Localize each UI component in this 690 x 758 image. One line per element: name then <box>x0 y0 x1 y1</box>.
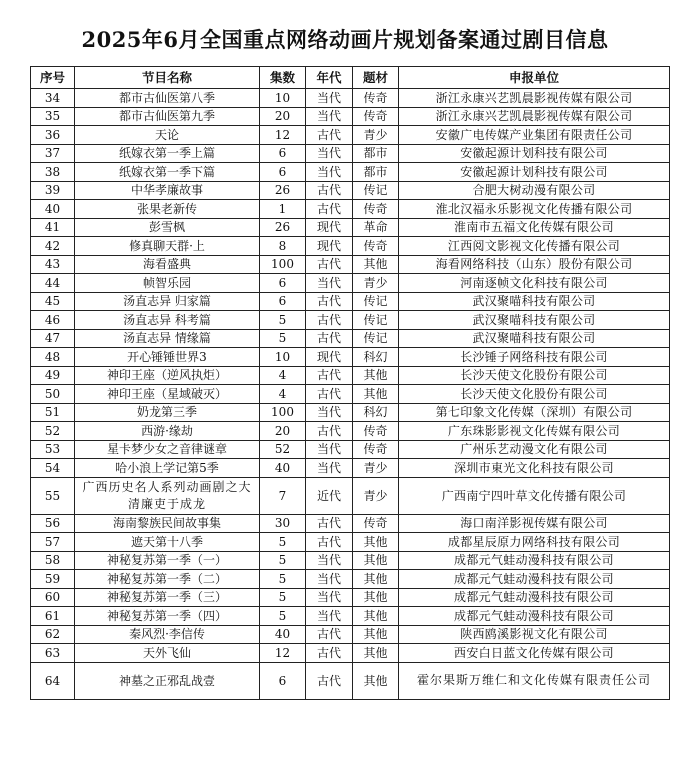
cell-name: 天论 <box>75 126 260 145</box>
cell-genre: 传奇 <box>353 89 399 108</box>
cell-era: 古代 <box>306 126 353 145</box>
cell-name: 都市古仙医第八季 <box>75 89 260 108</box>
table-row <box>31 89 670 108</box>
cell-genre: 传奇 <box>353 237 399 256</box>
cell-no: 44 <box>31 274 75 293</box>
cell-genre: 其他 <box>353 533 399 552</box>
cell-name: 遮天第十八季 <box>75 533 260 552</box>
cell-name: 秦风烈·李信传 <box>75 625 260 644</box>
cell-episodes: 12 <box>260 126 306 145</box>
cell-episodes: 52 <box>260 440 306 459</box>
cell-era: 古代 <box>306 181 353 200</box>
cell-episodes: 8 <box>260 237 306 256</box>
cell-unit: 安徽广电传媒产业集团有限责任公司 <box>399 126 670 145</box>
cell-era: 当代 <box>306 89 353 108</box>
cell-genre: 青少 <box>353 126 399 145</box>
table-row <box>31 366 670 385</box>
cell-unit: 长沙天使文化股份有限公司 <box>399 366 670 385</box>
table-row <box>31 200 670 219</box>
table-row <box>31 348 670 367</box>
cell-unit: 长沙天使文化股份有限公司 <box>399 385 670 404</box>
cell-genre: 传记 <box>353 181 399 200</box>
cell-episodes: 6 <box>260 662 306 699</box>
cell-unit: 河南逐帧文化科技有限公司 <box>399 274 670 293</box>
cell-unit: 成都星辰原力网络科技有限公司 <box>399 533 670 552</box>
column-header-no: 序号 <box>31 67 75 89</box>
cell-genre: 都市 <box>353 163 399 182</box>
table-row <box>31 459 670 478</box>
cell-unit: 广东珠影影视文化传媒有限公司 <box>399 422 670 441</box>
table-row <box>31 126 670 145</box>
cell-no: 38 <box>31 163 75 182</box>
cell-episodes: 6 <box>260 274 306 293</box>
cell-name: 哈小浪上学记第5季 <box>75 459 260 478</box>
cell-name: 开心锤锤世界3 <box>75 348 260 367</box>
cell-episodes: 4 <box>260 366 306 385</box>
table-row <box>31 422 670 441</box>
cell-unit: 海口南洋影视传媒有限公司 <box>399 514 670 533</box>
cell-episodes: 5 <box>260 588 306 607</box>
cell-no: 40 <box>31 200 75 219</box>
cell-no: 57 <box>31 533 75 552</box>
cell-episodes: 40 <box>260 459 306 478</box>
cell-genre: 其他 <box>353 255 399 274</box>
page-title: 2025年6月全国重点网络动画片规划备案通过剧目信息 <box>81 27 609 52</box>
cell-era: 古代 <box>306 329 353 348</box>
cell-genre: 传记 <box>353 329 399 348</box>
cell-era: 当代 <box>306 403 353 422</box>
cell-episodes: 26 <box>260 181 306 200</box>
cell-no: 58 <box>31 551 75 570</box>
table-row <box>31 329 670 348</box>
cell-no: 36 <box>31 126 75 145</box>
table-row <box>31 218 670 237</box>
cell-era: 现代 <box>306 218 353 237</box>
cell-no: 47 <box>31 329 75 348</box>
cell-episodes: 30 <box>260 514 306 533</box>
cell-no: 41 <box>31 218 75 237</box>
cell-era: 古代 <box>306 514 353 533</box>
cell-unit: 淮北汉福永乐影视文化传播有限公司 <box>399 200 670 219</box>
cell-no: 39 <box>31 181 75 200</box>
cell-genre: 传奇 <box>353 440 399 459</box>
cell-era: 古代 <box>306 200 353 219</box>
cell-era: 古代 <box>306 292 353 311</box>
cell-name: 神印王座（星域破灭） <box>75 385 260 404</box>
table-row <box>31 644 670 663</box>
cell-era: 近代 <box>306 477 353 514</box>
table-row <box>31 107 670 126</box>
cell-name: 神印王座（逆风执炬） <box>75 366 260 385</box>
cell-episodes: 10 <box>260 89 306 108</box>
cell-no: 46 <box>31 311 75 330</box>
cell-genre: 其他 <box>353 625 399 644</box>
cell-episodes: 7 <box>260 477 306 514</box>
table-row <box>31 163 670 182</box>
column-header-episodes: 集数 <box>260 67 306 89</box>
cell-episodes: 5 <box>260 607 306 626</box>
cell-name: 帧智乐园 <box>75 274 260 293</box>
cell-unit: 浙江永康兴艺凯晨影视传媒有限公司 <box>399 107 670 126</box>
cell-unit: 长沙锤子网络科技有限公司 <box>399 348 670 367</box>
cell-era: 当代 <box>306 588 353 607</box>
cell-unit: 成都元气蛙动漫科技有限公司 <box>399 551 670 570</box>
cell-episodes: 5 <box>260 551 306 570</box>
cell-unit: 合肥大树动漫有限公司 <box>399 181 670 200</box>
cell-episodes: 20 <box>260 107 306 126</box>
cell-episodes: 1 <box>260 200 306 219</box>
cell-name: 神秘复苏第一季（二） <box>75 570 260 589</box>
cell-genre: 其他 <box>353 588 399 607</box>
cell-unit: 霍尔果斯万维仁和文化传媒有限责任公司 <box>399 662 670 699</box>
cell-unit: 江西阅文影视文化传播有限公司 <box>399 237 670 256</box>
cell-no: 49 <box>31 366 75 385</box>
cell-era: 古代 <box>306 625 353 644</box>
cell-era: 当代 <box>306 144 353 163</box>
cell-era: 古代 <box>306 422 353 441</box>
cell-episodes: 5 <box>260 329 306 348</box>
cell-name: 神秘复苏第一季（三） <box>75 588 260 607</box>
cell-episodes: 100 <box>260 255 306 274</box>
cell-no: 59 <box>31 570 75 589</box>
cell-genre: 都市 <box>353 144 399 163</box>
cell-genre: 科幻 <box>353 403 399 422</box>
cell-episodes: 5 <box>260 311 306 330</box>
cell-era: 当代 <box>306 459 353 478</box>
cell-episodes: 5 <box>260 570 306 589</box>
cell-name: 纸嫁衣第一季下篇 <box>75 163 260 182</box>
cell-no: 42 <box>31 237 75 256</box>
cell-era: 古代 <box>306 255 353 274</box>
column-header-era: 年代 <box>306 67 353 89</box>
cell-name: 彭雪枫 <box>75 218 260 237</box>
cell-no: 37 <box>31 144 75 163</box>
cell-era: 古代 <box>306 644 353 663</box>
cell-name: 纸嫁衣第一季上篇 <box>75 144 260 163</box>
cell-name: 都市古仙医第九季 <box>75 107 260 126</box>
cell-name: 汤直志异 情缘篇 <box>75 329 260 348</box>
cell-no: 52 <box>31 422 75 441</box>
cell-no: 53 <box>31 440 75 459</box>
table-row <box>31 588 670 607</box>
table-row <box>31 551 670 570</box>
cell-genre: 传奇 <box>353 200 399 219</box>
cell-name: 张果老新传 <box>75 200 260 219</box>
cell-unit: 成都元气蛙动漫科技有限公司 <box>399 607 670 626</box>
cell-no: 62 <box>31 625 75 644</box>
table-header-row <box>31 67 670 89</box>
cell-era: 古代 <box>306 385 353 404</box>
cell-episodes: 10 <box>260 348 306 367</box>
cell-name: 海看盛典 <box>75 255 260 274</box>
cell-unit: 武汉聚喵科技有限公司 <box>399 292 670 311</box>
registration-table <box>30 66 670 700</box>
cell-unit: 广州乐艺动漫文化有限公司 <box>399 440 670 459</box>
table-row <box>31 440 670 459</box>
cell-name: 天外飞仙 <box>75 644 260 663</box>
cell-episodes: 6 <box>260 163 306 182</box>
table-row <box>31 144 670 163</box>
cell-name: 奶龙第三季 <box>75 403 260 422</box>
cell-no: 43 <box>31 255 75 274</box>
cell-era: 当代 <box>306 107 353 126</box>
cell-episodes: 100 <box>260 403 306 422</box>
cell-genre: 其他 <box>353 607 399 626</box>
cell-name: 中华孝廉故事 <box>75 181 260 200</box>
cell-genre: 传奇 <box>353 514 399 533</box>
cell-unit: 安徽起源计划科技有限公司 <box>399 144 670 163</box>
cell-no: 63 <box>31 644 75 663</box>
cell-era: 古代 <box>306 366 353 385</box>
cell-no: 55 <box>31 477 75 514</box>
cell-no: 34 <box>31 89 75 108</box>
cell-era: 古代 <box>306 533 353 552</box>
table-row <box>31 533 670 552</box>
table-row <box>31 570 670 589</box>
cell-name: 星卡梦少女之音律谜章 <box>75 440 260 459</box>
cell-name: 神秘复苏第一季（四） <box>75 607 260 626</box>
table-row <box>31 477 670 514</box>
cell-no: 51 <box>31 403 75 422</box>
cell-episodes: 20 <box>260 422 306 441</box>
cell-name: 西游·缘劫 <box>75 422 260 441</box>
cell-unit: 广西南宁四叶草文化传播有限公司 <box>399 477 670 514</box>
cell-genre: 传记 <box>353 292 399 311</box>
cell-unit: 深圳市東光文化科技有限公司 <box>399 459 670 478</box>
cell-unit: 西安白日蓝文化传媒有限公司 <box>399 644 670 663</box>
column-header-name: 节目名称 <box>75 67 260 89</box>
cell-unit: 海看网络科技（山东）股份有限公司 <box>399 255 670 274</box>
cell-no: 61 <box>31 607 75 626</box>
cell-name: 汤直志异 归家篇 <box>75 292 260 311</box>
cell-unit: 浙江永康兴艺凯晨影视传媒有限公司 <box>399 89 670 108</box>
cell-episodes: 26 <box>260 218 306 237</box>
cell-episodes: 40 <box>260 625 306 644</box>
cell-unit: 武汉聚喵科技有限公司 <box>399 329 670 348</box>
cell-no: 64 <box>31 662 75 699</box>
cell-genre: 传奇 <box>353 107 399 126</box>
cell-episodes: 6 <box>260 144 306 163</box>
cell-era: 现代 <box>306 237 353 256</box>
cell-genre: 其他 <box>353 385 399 404</box>
table-row <box>31 292 670 311</box>
cell-unit: 武汉聚喵科技有限公司 <box>399 311 670 330</box>
cell-era: 当代 <box>306 274 353 293</box>
table-row <box>31 311 670 330</box>
cell-no: 54 <box>31 459 75 478</box>
cell-unit: 陕西鸥溪影视文化有限公司 <box>399 625 670 644</box>
cell-unit: 第七印象文化传媒（深圳）有限公司 <box>399 403 670 422</box>
cell-name: 神墓之正邪乱战壹 <box>75 662 260 699</box>
cell-no: 35 <box>31 107 75 126</box>
table-row <box>31 255 670 274</box>
cell-name: 广西历史名人系列动画剧之大清廉吏于成龙 <box>75 477 260 514</box>
cell-genre: 传记 <box>353 311 399 330</box>
cell-episodes: 4 <box>260 385 306 404</box>
cell-unit: 成都元气蛙动漫科技有限公司 <box>399 570 670 589</box>
cell-era: 古代 <box>306 311 353 330</box>
cell-unit: 淮南市五福文化传媒有限公司 <box>399 218 670 237</box>
cell-genre: 青少 <box>353 274 399 293</box>
cell-era: 当代 <box>306 163 353 182</box>
column-header-genre: 题材 <box>353 67 399 89</box>
table-row <box>31 181 670 200</box>
cell-era: 当代 <box>306 570 353 589</box>
cell-genre: 其他 <box>353 644 399 663</box>
cell-genre: 其他 <box>353 551 399 570</box>
cell-unit: 成都元气蛙动漫科技有限公司 <box>399 588 670 607</box>
cell-genre: 科幻 <box>353 348 399 367</box>
cell-genre: 青少 <box>353 477 399 514</box>
cell-genre: 其他 <box>353 570 399 589</box>
table-row <box>31 514 670 533</box>
cell-genre: 传奇 <box>353 422 399 441</box>
cell-era: 当代 <box>306 607 353 626</box>
cell-unit: 安徽起源计划科技有限公司 <box>399 163 670 182</box>
table-row <box>31 274 670 293</box>
cell-episodes: 6 <box>260 292 306 311</box>
cell-genre: 其他 <box>353 366 399 385</box>
cell-no: 50 <box>31 385 75 404</box>
cell-era: 当代 <box>306 440 353 459</box>
table-row <box>31 385 670 404</box>
cell-no: 45 <box>31 292 75 311</box>
table-body <box>31 89 670 700</box>
table-row <box>31 625 670 644</box>
table-row <box>31 403 670 422</box>
table-row <box>31 662 670 699</box>
table-row <box>31 237 670 256</box>
table-row <box>31 607 670 626</box>
cell-no: 60 <box>31 588 75 607</box>
cell-genre: 青少 <box>353 459 399 478</box>
cell-era: 现代 <box>306 348 353 367</box>
cell-name: 修真聊天群·上 <box>75 237 260 256</box>
cell-name: 海南黎族民间故事集 <box>75 514 260 533</box>
cell-episodes: 12 <box>260 644 306 663</box>
cell-genre: 其他 <box>353 662 399 699</box>
cell-genre: 革命 <box>353 218 399 237</box>
cell-episodes: 5 <box>260 533 306 552</box>
cell-no: 56 <box>31 514 75 533</box>
cell-name: 神秘复苏第一季（一） <box>75 551 260 570</box>
cell-name: 汤直志异 科考篇 <box>75 311 260 330</box>
cell-era: 古代 <box>306 662 353 699</box>
cell-era: 当代 <box>306 551 353 570</box>
cell-no: 48 <box>31 348 75 367</box>
column-header-unit: 申报单位 <box>399 67 670 89</box>
